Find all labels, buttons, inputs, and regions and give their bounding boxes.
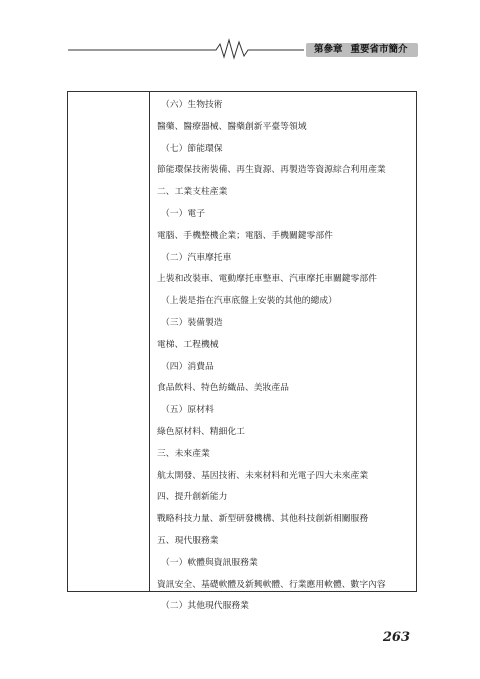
list-item: 節能環保技術裝備、再生資源、再製造等資源綜合利用產業 [157, 165, 386, 176]
page-header [0, 0, 480, 70]
chapter-tab [306, 43, 418, 57]
list-item: 戰略科技力量、新型研發機構、其他科技創新相關服務 [157, 514, 369, 525]
page-number: 263 [382, 630, 410, 645]
list-item: （三）裝備製造 [161, 317, 223, 328]
list-item: （一）軟體與資訊服務業 [161, 557, 258, 568]
chapter-title: 重要省市簡介 [350, 44, 408, 55]
list-item: （七）節能環保 [161, 143, 223, 154]
header-ekg-line [0, 0, 480, 70]
content-table [67, 91, 417, 612]
list-item: 五、現代服務業 [157, 535, 219, 546]
list-item: 電腦、手機整機企業；電腦、手機關鍵零部件 [157, 230, 333, 241]
list-item: 醫藥、醫療器械、醫藥創新平臺等領域 [157, 121, 307, 132]
table-column-divider [149, 92, 150, 591]
table-content-cell [157, 95, 415, 618]
list-item: 四、提升創新能力 [157, 492, 228, 503]
list-item: （五）原材料 [161, 405, 214, 416]
list-item: （四）消費品 [161, 361, 214, 372]
list-item: 綠色原材料、精細化工 [157, 426, 245, 437]
list-item: （二）汽車摩托車 [161, 252, 232, 263]
list-item: 資訊安全、基礎軟體及新興軟體、行業應用軟體、數字內容 [157, 579, 386, 590]
list-item: （一）電子 [161, 208, 205, 219]
list-item: （二）其他現代服務業 [161, 601, 249, 612]
list-item: 上裝和改裝車、電動摩托車整車、汽車摩托車關鍵零部件 [157, 274, 377, 285]
list-item: 三、未來產業 [157, 448, 210, 459]
list-item: 航太開發、基因技術、未來材料和光電子四大未來產業 [157, 470, 369, 481]
list-item: （六）生物技術 [161, 100, 223, 110]
list-item: 二、工業支柱產業 [157, 187, 228, 198]
list-item: 電梯、工程機械 [157, 339, 219, 350]
chapter-label: 第參章 [314, 44, 343, 55]
list-item: （上裝是指在汽車底盤上安裝的其他的總成） [161, 296, 337, 307]
list-item: 食品飲料、特色紡織品、美妝產品 [157, 383, 289, 394]
